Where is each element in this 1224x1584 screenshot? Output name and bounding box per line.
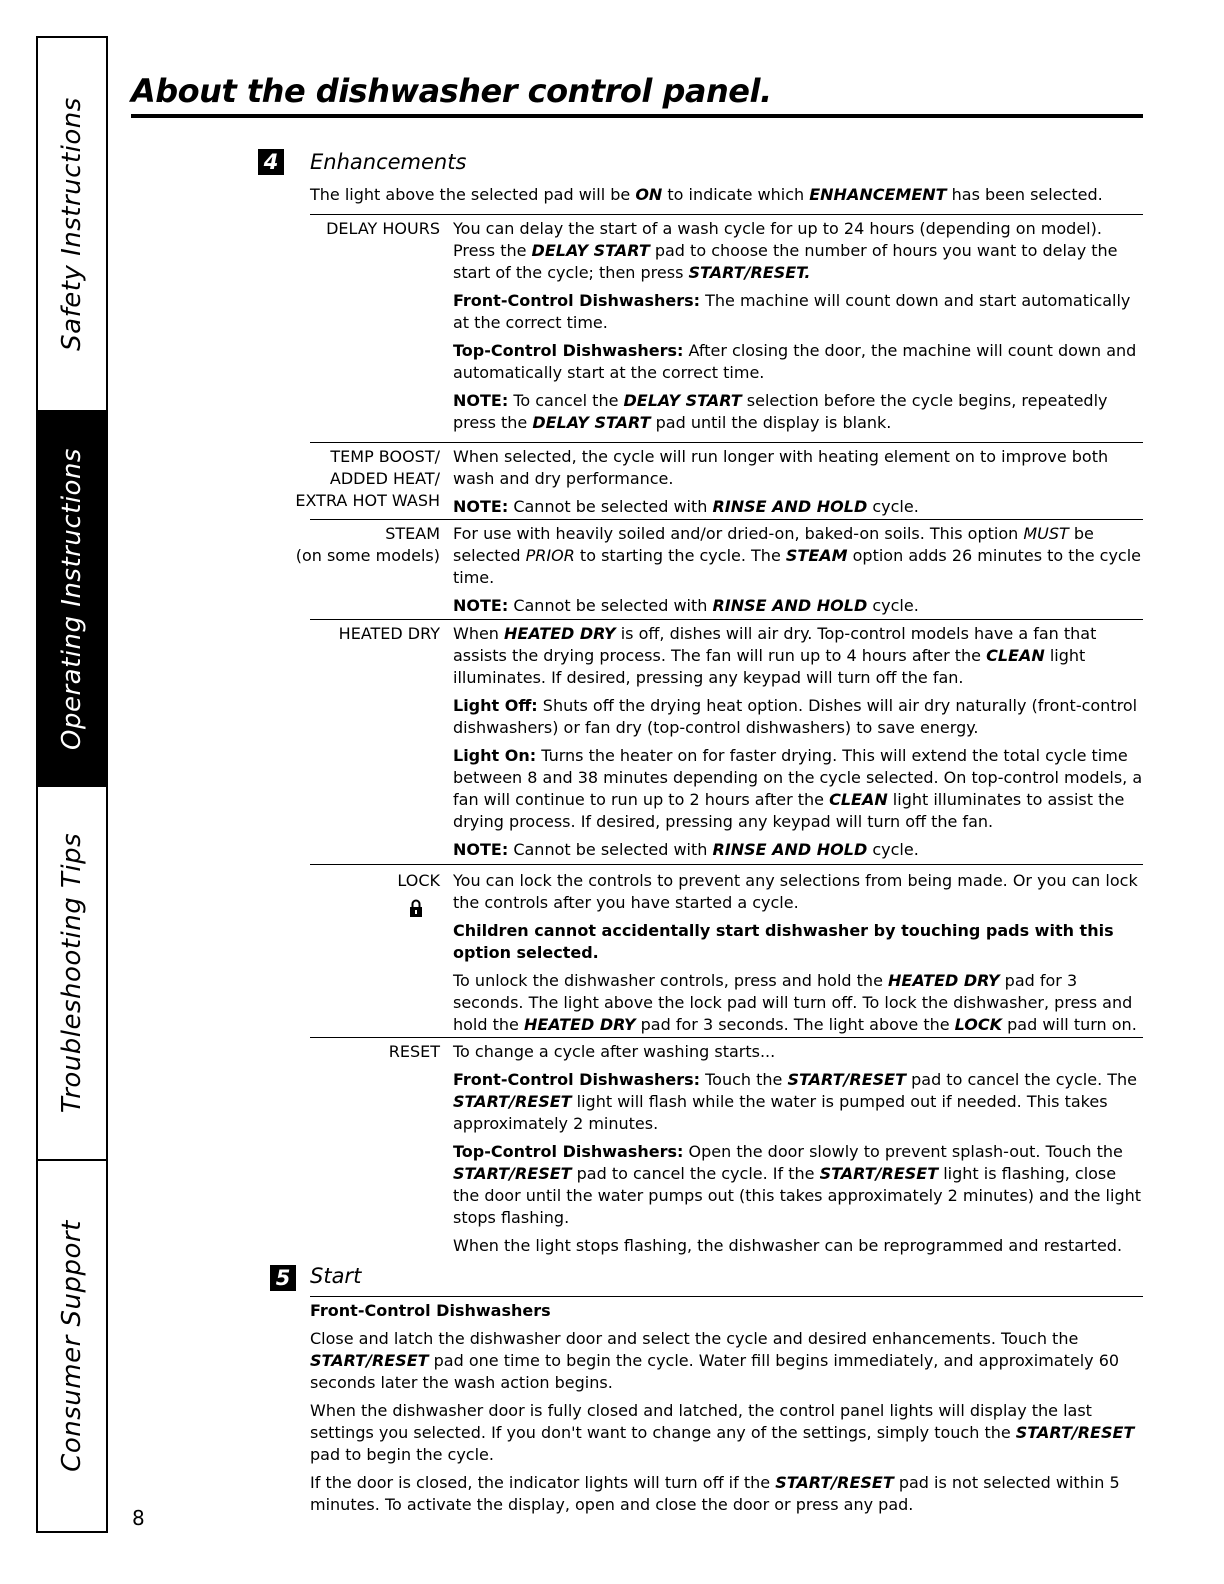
- tab-label: Consumer Support: [57, 1220, 87, 1472]
- section-number-badge: 4: [258, 149, 284, 175]
- option-desc-lock: You can lock the controls to prevent any selections from being made. Or you can lock the controls after you have started a cycle. Children cannot accidentally start dishwasher by touching pads with this option selected. To unlock the dishwasher controls, press and hold the HEATED DRY pad for 3 seconds. The light above the lock pad will turn off. To lock the dishwasher, press and hold the HEATED DRY pad for 3 seconds. The light above the LOCK pad will turn on.: [453, 870, 1143, 1042]
- option-desc-steam: For use with heavily soiled and/or dried-on, baked-on soils. This option MUST be selected PRIOR to starting the cycle. The STEAM option adds 26 minutes to the cycle time. NOTE: Cannot be selected with RINSE AND HOLD cycle.: [453, 524, 1141, 615]
- tab-troubleshooting-tips[interactable]: [38, 787, 106, 1161]
- divider: [310, 214, 1143, 215]
- option-desc-temp-boost: When selected, the cycle will run longer with heating element on to improve both wash and dry performance. NOTE: Cannot be selected with RINSE AND HOLD cycle.: [453, 447, 1109, 516]
- page-title: About the dishwasher control panel.: [131, 72, 772, 110]
- start-instructions: Close and latch the dishwasher door and select the cycle and desired enhancements. Touch the START/RESET pad one time to begin the cycle. Water fill begins immediately, and approximately 60 seconds later the wash action begins. When the dishwasher door is fully closed and latched, the control panel lights will display the last settings you selected. If you don't want to change any of the settings, simply touch the START/RESET pad to begin the cycle. If the door is closed, the indicator lights will turn off if the START/RESET pad is not selected within 5 minutes. To activate the display, open and close the door or press any pad.: [310, 1329, 1135, 1514]
- option-label-reset: RESET: [388, 1042, 440, 1061]
- page-number: 8: [132, 1506, 145, 1530]
- option-label-steam: STEAM (on some models): [295, 524, 440, 565]
- tab-label: Operating Instructions: [57, 447, 87, 750]
- tab-consumer-support[interactable]: [38, 1161, 106, 1531]
- tab-label: Safety Instructions: [57, 97, 87, 351]
- divider: [310, 519, 1143, 520]
- divider: [310, 1037, 1143, 1038]
- title-divider: [131, 114, 1143, 118]
- option-desc-delay-hours: You can delay the start of a wash cycle for up to 24 hours (depending on model). Press the DELAY START pad to choose the number of hours you want to delay the start of the cycle; then press START/RESET. Front-Control Dishwashers: The machine will count down and start automatically at the correct time. Top-Control Dishwashers: After closing the door, the machine will count down and automatically start at the correct time. NOTE: To cancel the DELAY START selection before the cycle begins, repeatedly press the DELAY START pad until the display is blank.: [453, 219, 1137, 432]
- option-desc-reset: To change a cycle after washing starts... Front-Control Dishwashers: Touch the START/RESET pad to cancel the cycle. The START/RESET light will flash while the water is pumped out if needed. This takes approximately 2 minutes. Top-Control Dishwashers: Open the door slowly to prevent splash-out. Touch the START/RESET pad to cancel the cycle. If the START/RESET light is flashing, close the door until the water pumps out (this takes approximately 2 minutes) and the light stops flashing. When the light stops flashing, the dishwasher can be reprogrammed and restarted.: [453, 1042, 1142, 1255]
- option-desc-heated-dry: When HEATED DRY is off, dishes will air dry. Top-control models have a fan that assists the drying process. The fan will run up to 4 hours after the CLEAN light illuminates. If desired, pressing any keypad will turn off the fan. Light Off: Shuts off the drying heat option. Dishes will air dry naturally (front-control dishwashers) or fan dry (top-control dishwashers) to save energy. Light On: Turns the heater on for faster drying. This will extend the total cycle time between 8 and 38 minutes depending on the cycle selected. On top-control models, a fan will continue to run up to 2 hours after the CLEAN light illuminates to assist the drying process. If desired, pressing any keypad will turn off the fan. NOTE: Cannot be selected with RINSE AND HOLD cycle.: [453, 624, 1143, 859]
- option-label-delay-hours: DELAY HOURS: [326, 219, 440, 238]
- section-heading: Start: [310, 1264, 362, 1288]
- subheading: Front-Control Dishwashers: [310, 1301, 551, 1320]
- divider: [310, 619, 1143, 620]
- side-tabs: [36, 36, 108, 1533]
- option-label-lock: LOCK: [397, 871, 440, 890]
- option-label-temp-boost: TEMP BOOST/ ADDED HEAT/ EXTRA HOT WASH: [295, 447, 440, 510]
- tab-operating-instructions[interactable]: [38, 412, 106, 787]
- option-label-heated-dry: HEATED DRY: [338, 624, 440, 643]
- section-number-badge: 5: [270, 1265, 296, 1291]
- section-intro: The light above the selected pad will be ON to indicate which ENHANCEMENT has been selected.: [310, 185, 1103, 204]
- lock-warning: Children cannot accidentally start dishwasher by touching pads with this option selected.: [453, 921, 1114, 962]
- divider: [310, 1296, 1143, 1297]
- divider: [310, 442, 1143, 443]
- divider: [310, 864, 1143, 865]
- tab-safety-instructions[interactable]: [38, 38, 106, 412]
- lock-icon: [409, 898, 423, 922]
- section-heading: Enhancements: [310, 150, 467, 174]
- tab-label: Troubleshooting Tips: [57, 832, 87, 1114]
